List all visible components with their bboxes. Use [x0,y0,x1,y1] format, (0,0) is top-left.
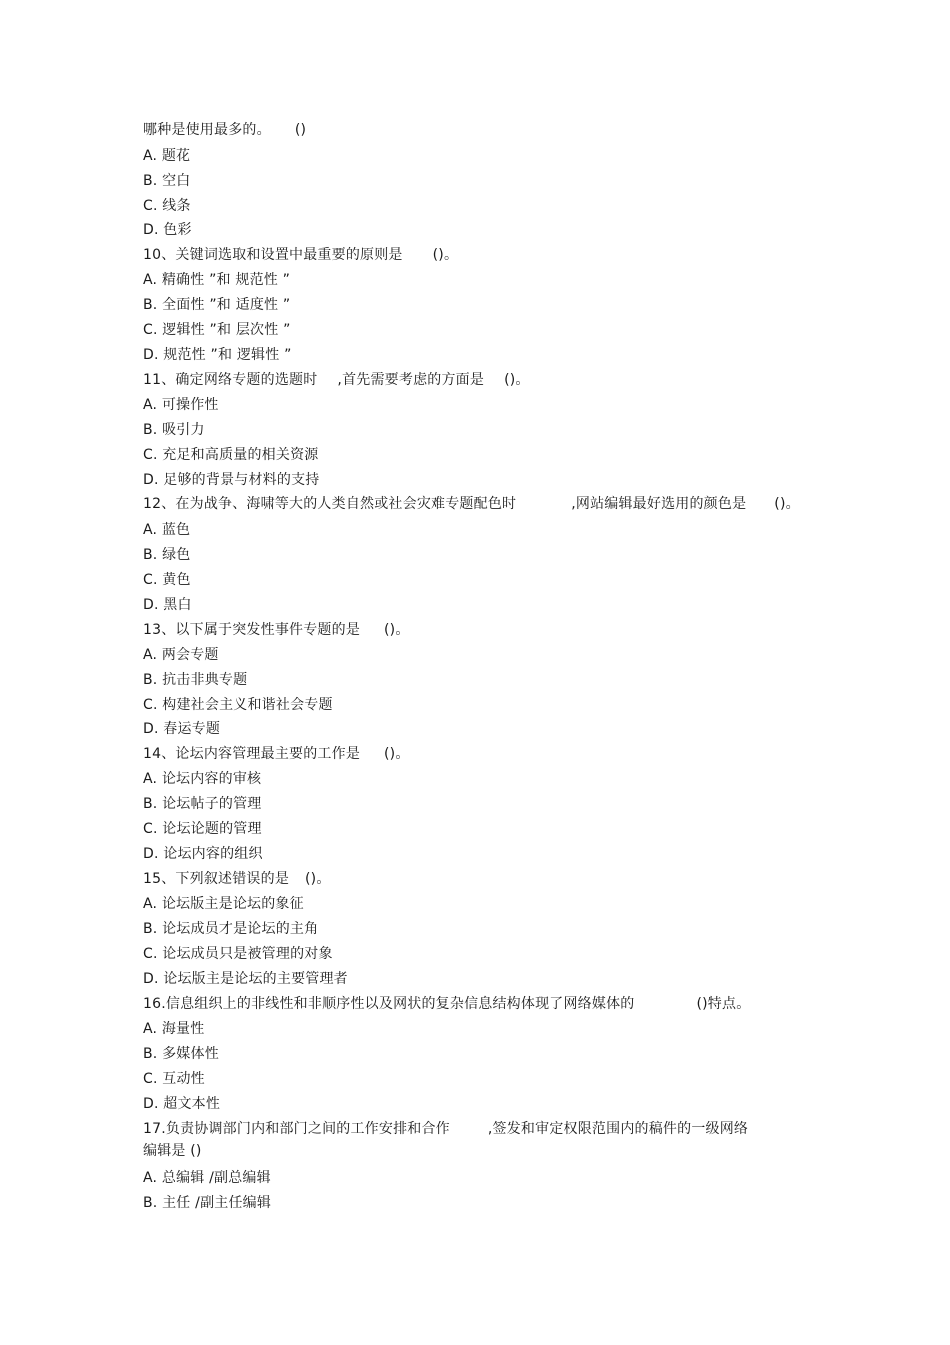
text-segment: ()。 [384,622,410,638]
text-line [143,670,247,690]
text-segment: 12、在为战争、海啸等大的人类自然或社会灾难专题配色时 [143,496,517,512]
text-segment: D. 论坛版主是论坛的主要管理者 [143,971,348,987]
text-segment: ()特点。 [696,996,751,1012]
text-segment: B. 吸引力 [143,422,205,438]
text-segment: ()。 [384,746,410,762]
text-line [143,370,530,390]
text-line [143,220,192,240]
text-segment: C. 论坛成员只是被管理的对象 [143,946,333,962]
text-line [143,744,410,764]
text-line [143,494,800,514]
text-line [143,520,190,540]
text-segment: 10、关键词选取和设置中最重要的原则是 [143,247,403,263]
text-segment: B. 绿色 [143,547,191,563]
text-segment: 哪种是使用最多的。 [143,122,271,138]
text-segment: 14、论坛内容管理最主要的工作是 [143,746,361,762]
text-line [143,595,192,615]
text-segment: B. 多媒体性 [143,1046,219,1062]
text-line [143,719,220,739]
text-segment: C. 互动性 [143,1071,205,1087]
text-segment: D. 超文本性 [143,1096,221,1112]
text-segment: () [294,122,307,138]
text-segment: D. 足够的背景与材料的支持 [143,472,320,488]
text-line [143,320,291,340]
text-segment: A. 论坛内容的审核 [143,771,262,787]
text-segment: A. 两会专题 [143,647,219,663]
text-segment: A. 可操作性 [143,397,219,413]
text-segment: D. 黑白 [143,597,192,613]
text-line [143,1119,748,1139]
text-segment: ()。 [774,496,800,512]
text-line [143,1168,271,1188]
text-segment: A. 精确性 ”和 规范性 ” [143,272,291,288]
text-line [143,196,191,216]
text-line [143,1193,271,1213]
text-line [143,969,348,989]
text-segment: ()。 [432,247,459,263]
text-line [143,944,333,964]
text-segment: B. 论坛成员才是论坛的主角 [143,921,319,937]
text-segment: ,网站编辑最好选用的颜色是 [571,496,747,512]
text-line [143,245,458,265]
text-line [143,420,205,440]
text-segment: B. 论坛帖子的管理 [143,796,262,812]
text-segment: C. 充足和高质量的相关资源 [143,447,319,463]
text-segment: 16.信息组织上的非线性和非顺序性以及网状的复杂信息结构体现了网络媒体的 [143,996,635,1012]
text-line [143,445,318,465]
text-segment: C. 逻辑性 ”和 层次性 ” [143,322,291,338]
text-line [143,395,219,415]
text-line [143,120,306,140]
text-segment: D. 色彩 [143,222,192,238]
text-line [143,270,290,290]
text-line [143,570,191,590]
text-segment: 编辑是 () [143,1143,202,1159]
text-segment: A. 蓝色 [143,522,191,538]
text-segment: A. 海量性 [143,1021,205,1037]
text-segment: ,首先需要考虑的方面是 [337,372,485,388]
text-line [143,171,191,191]
text-segment: C. 论坛论题的管理 [143,821,262,837]
text-segment: 17.负责协调部门内和部门之间的工作安排和合作 [143,1121,450,1137]
text-segment: C. 构建社会主义和谐社会专题 [143,697,333,713]
text-line [143,819,262,839]
text-segment: B. 抗击非典专题 [143,672,248,688]
text-segment: C. 线条 [143,198,191,214]
text-line [143,345,292,365]
text-segment: ()。 [305,871,331,887]
text-line [143,844,263,864]
text-segment: 15、下列叙述错误的是 [143,871,290,887]
text-segment: C. 黄色 [143,572,191,588]
text-line [143,869,331,889]
text-line [143,1044,219,1064]
text-segment: A. 总编辑 /副总编辑 [143,1170,271,1186]
text-segment: A. 题花 [143,148,191,164]
text-segment: B. 主任 /副主任编辑 [143,1195,272,1211]
text-line [143,470,319,490]
text-line [143,1141,202,1161]
text-segment: D. 论坛内容的组织 [143,846,263,862]
text-line [143,794,262,814]
text-line [143,1069,205,1089]
text-segment: B. 空白 [143,173,191,189]
text-line [143,994,750,1014]
text-line [143,919,318,939]
text-segment: B. 全面性 ”和 适度性 ” [143,297,291,313]
text-line [143,645,219,665]
text-segment: ,签发和审定权限范围内的稿件的一级网络 [487,1121,749,1137]
text-segment: 11、确定网络专题的选题时 [143,372,318,388]
text-line [143,894,304,914]
text-line [143,620,410,640]
text-segment: D. 春运专题 [143,721,221,737]
text-line [143,146,190,166]
text-line [143,1019,204,1039]
text-segment: 13、以下属于突发性事件专题的是 [143,622,361,638]
text-segment: A. 论坛版主是论坛的象征 [143,896,304,912]
text-segment: ()。 [504,372,530,388]
text-line [143,295,290,315]
text-segment: D. 规范性 ”和 逻辑性 ” [143,347,292,363]
text-line [143,1094,220,1114]
text-line [143,545,191,565]
text-line [143,769,261,789]
text-line [143,695,333,715]
